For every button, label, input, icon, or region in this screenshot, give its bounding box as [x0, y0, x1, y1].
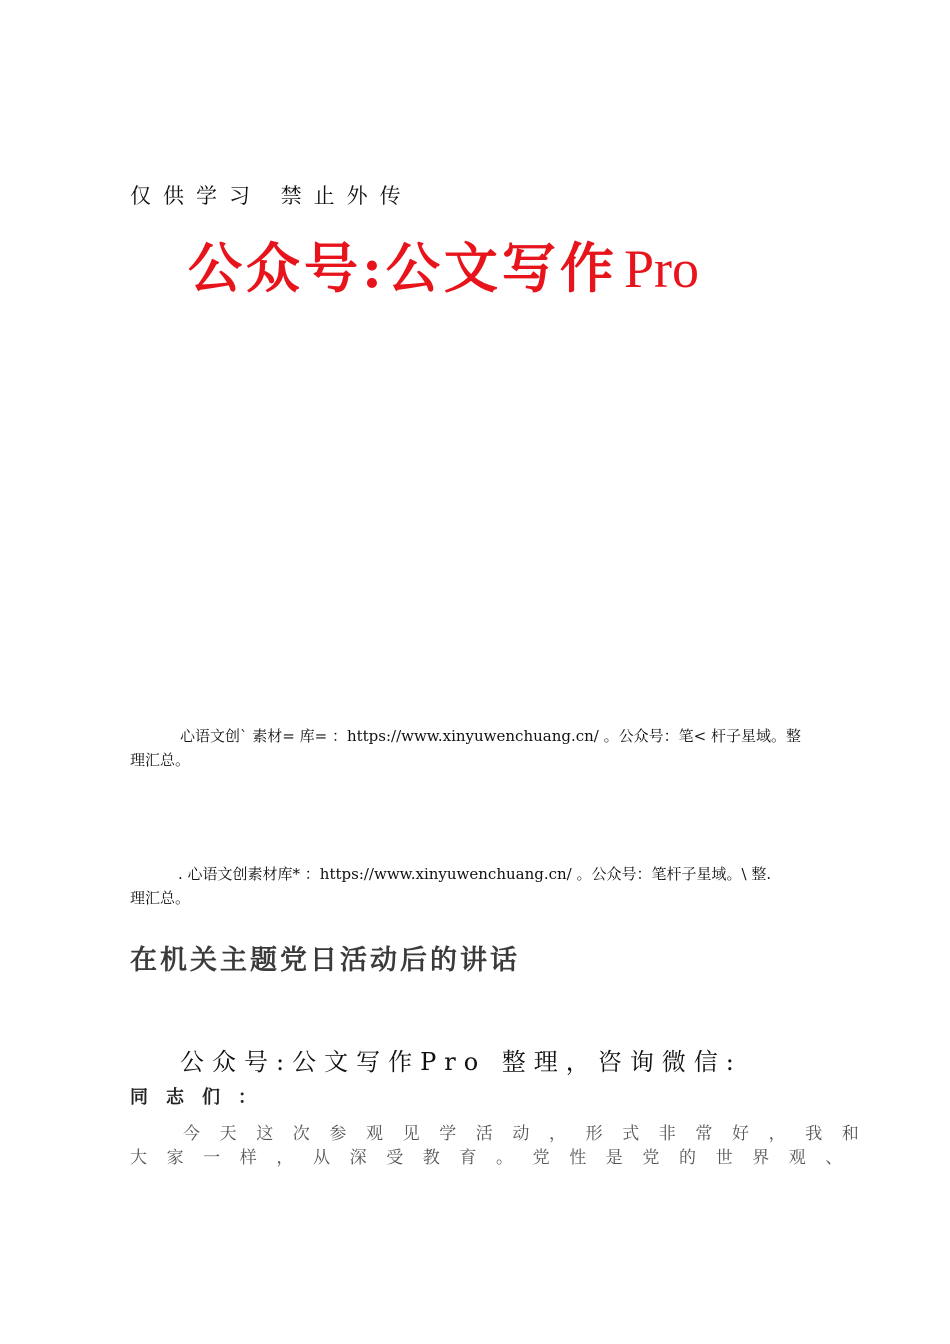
banner-main-text: 公众号:公文写作: [188, 236, 618, 300]
watermark-banner: [188, 226, 699, 303]
source-line-2: . 心语文创素材库* ：https://www.xinyuwenchuang.cn/ 。公众号：笔杆子星域。\ 整.: [178, 865, 772, 883]
banner-pro-text: Pro: [623, 239, 699, 299]
source-line-1-cont: 理汇总。: [130, 751, 191, 769]
body-paragraph-line: 今天这次参观见学活动，形式非常好，我和: [183, 1124, 879, 1144]
article-title: 在机关主题党日活动后的讲话: [130, 945, 520, 976]
source-line-2-cont: 理汇总。: [130, 889, 191, 907]
usage-notice: 仅供学习 禁止外传: [130, 184, 413, 208]
body-paragraph-line: 大家一样，从深受教育。党性是党的世界观、: [130, 1148, 862, 1168]
source-line-1: 心语文创` 素材= 库= ：https://www.xinyuwenchuang.cn/ 。公众号：笔< 杆子星域。整: [180, 727, 801, 745]
article-subtitle: 公众号:公文写作Pro 整理，咨询微信:: [180, 1048, 742, 1076]
greeting: 同志们：: [130, 1087, 274, 1108]
